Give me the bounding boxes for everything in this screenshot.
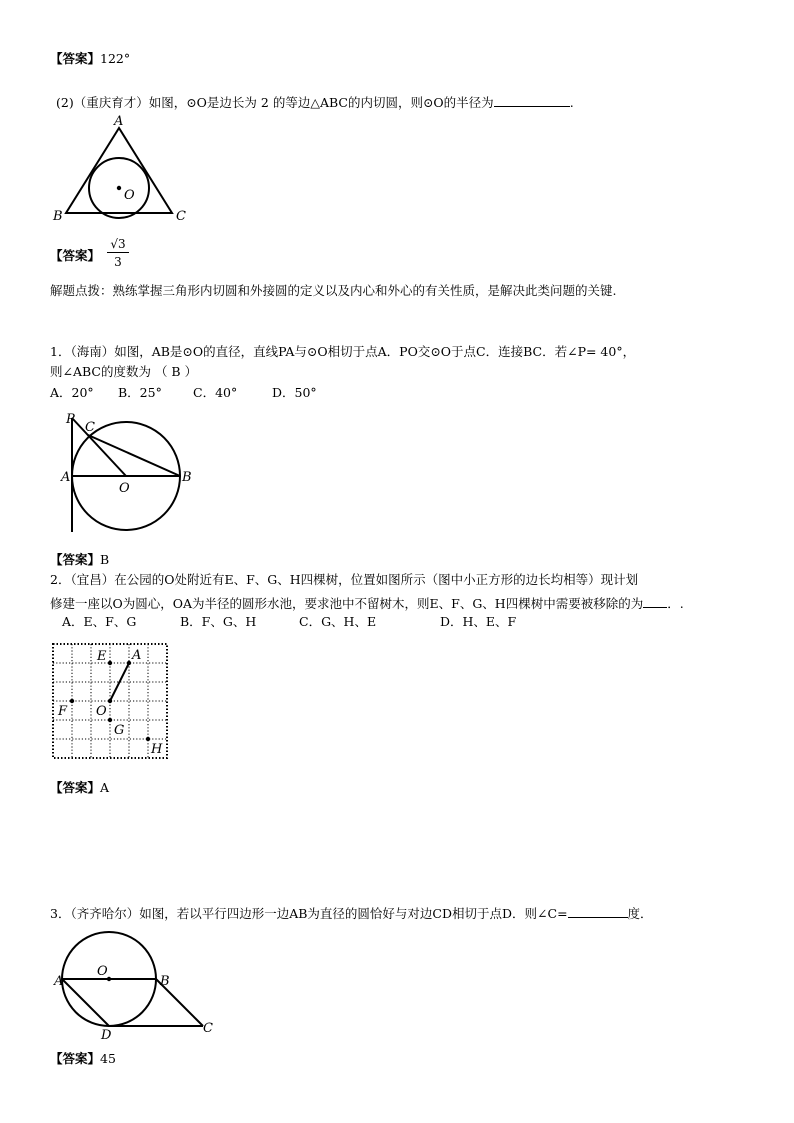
label-c: C [85, 420, 95, 435]
triangle-abc [66, 128, 172, 213]
question-end: . [569, 95, 574, 110]
label-b: B [53, 209, 63, 224]
label-b: B [182, 470, 192, 485]
point-e [108, 661, 112, 665]
point-f [70, 699, 74, 703]
q2-line1: 2．（宜昌）在公园的O处附近有E、F、G、H四棵树，位置如图所示（图中小正方形的边长均相等）现计划 [50, 572, 639, 587]
answer-tag: 【答案】 [50, 51, 101, 66]
answer-value: 122° [100, 51, 131, 66]
q3-end: 度． [627, 906, 653, 921]
label-d: D [101, 1028, 112, 1040]
q2-option-b: B．F、G、H [180, 614, 257, 629]
question-text: (2)（重庆育才）如图，⊙O是边长为 2 的等边△ABC的内切圆，则⊙O的半径为 [56, 95, 494, 110]
q2-option-c: C．G、H、E [299, 614, 377, 629]
q1-line2: 则∠ABC的度数为 （ B ） [50, 364, 198, 379]
point-a [127, 661, 131, 665]
parallelogram-circle-figure [50, 928, 220, 1040]
label-c: C [203, 1021, 213, 1036]
triangle-incircle-figure [48, 112, 198, 230]
label-h: H [151, 742, 163, 757]
center-point-o [117, 186, 121, 190]
q1-option-b: B．25° [118, 385, 162, 400]
q1-option-c: C．40° [193, 385, 238, 400]
label-e: E [97, 649, 107, 664]
circle-tangent-figure [55, 408, 205, 540]
question-sub2 [56, 95, 574, 110]
answer-blank [494, 95, 570, 107]
answer-q1 [50, 554, 109, 567]
solution-tips: 解题点拨：熟练掌握三角形内切圆和外接圆的定义以及内心和外心的有关性质，是解决此类问题的关键. [50, 283, 617, 298]
answer-blank [568, 906, 628, 918]
q1-option-a: A．20° [50, 385, 94, 400]
q3-text: 3．（齐齐哈尔）如图，若以平行四边形一边AB为直径的圆恰好与对边CD相切于点D．则∠C= [50, 906, 568, 921]
q1-option-d: D．50° [272, 385, 317, 400]
q2-option-a: A．E、F、G [62, 614, 137, 629]
label-o: O [119, 481, 130, 496]
answer-sub2-tag: 【答案】 [50, 248, 101, 263]
label-g: G [114, 723, 125, 738]
q3-line [50, 906, 653, 921]
label-f: F [58, 704, 68, 719]
answer-prev [50, 53, 130, 66]
answer-value: A [100, 780, 110, 795]
answer-q2 [50, 782, 109, 795]
fraction-numerator: √3 [107, 238, 129, 253]
label-a: A [61, 470, 71, 485]
point-g [108, 718, 112, 722]
q2-line2 [50, 596, 684, 611]
answer-sub2-fraction [107, 238, 129, 268]
q2-line2-end: ．. [667, 596, 684, 611]
answer-tag: 【答案】 [50, 780, 101, 795]
answer-value: B [100, 552, 110, 567]
answer-tag: 【答案】 [50, 1051, 101, 1066]
label-c: C [176, 209, 186, 224]
segment-oa [110, 663, 129, 701]
point-o [108, 699, 112, 703]
answer-q3 [50, 1053, 116, 1066]
label-o: O [97, 964, 108, 979]
label-a: A [54, 974, 64, 989]
label-b: B [160, 974, 170, 989]
label-o: O [124, 188, 135, 203]
label-a: A [132, 648, 142, 663]
label-o: O [96, 704, 107, 719]
label-a: A [114, 114, 124, 129]
fraction-denominator: 3 [114, 255, 122, 269]
q2-line2-text: 修建一座以O为圆心，OA为半径的圆形水池，要求池中不留树木，则E、F、G、H四棵树中需要被移除的为 [50, 596, 644, 611]
point-h [146, 737, 150, 741]
q2-option-d: D．H、E、F [440, 614, 517, 629]
answer-value: 45 [100, 1051, 116, 1066]
answer-tag: 【答案】 [50, 552, 101, 567]
answer-blank [643, 596, 667, 608]
label-p: P [66, 412, 75, 427]
q1-line1: 1．（海南）如图，AB是⊙O的直径，直线PA与⊙O相切于点A．PO交⊙O于点C．连接BC．若∠P= 40°， [50, 344, 636, 359]
grid-tree-figure [48, 640, 174, 766]
